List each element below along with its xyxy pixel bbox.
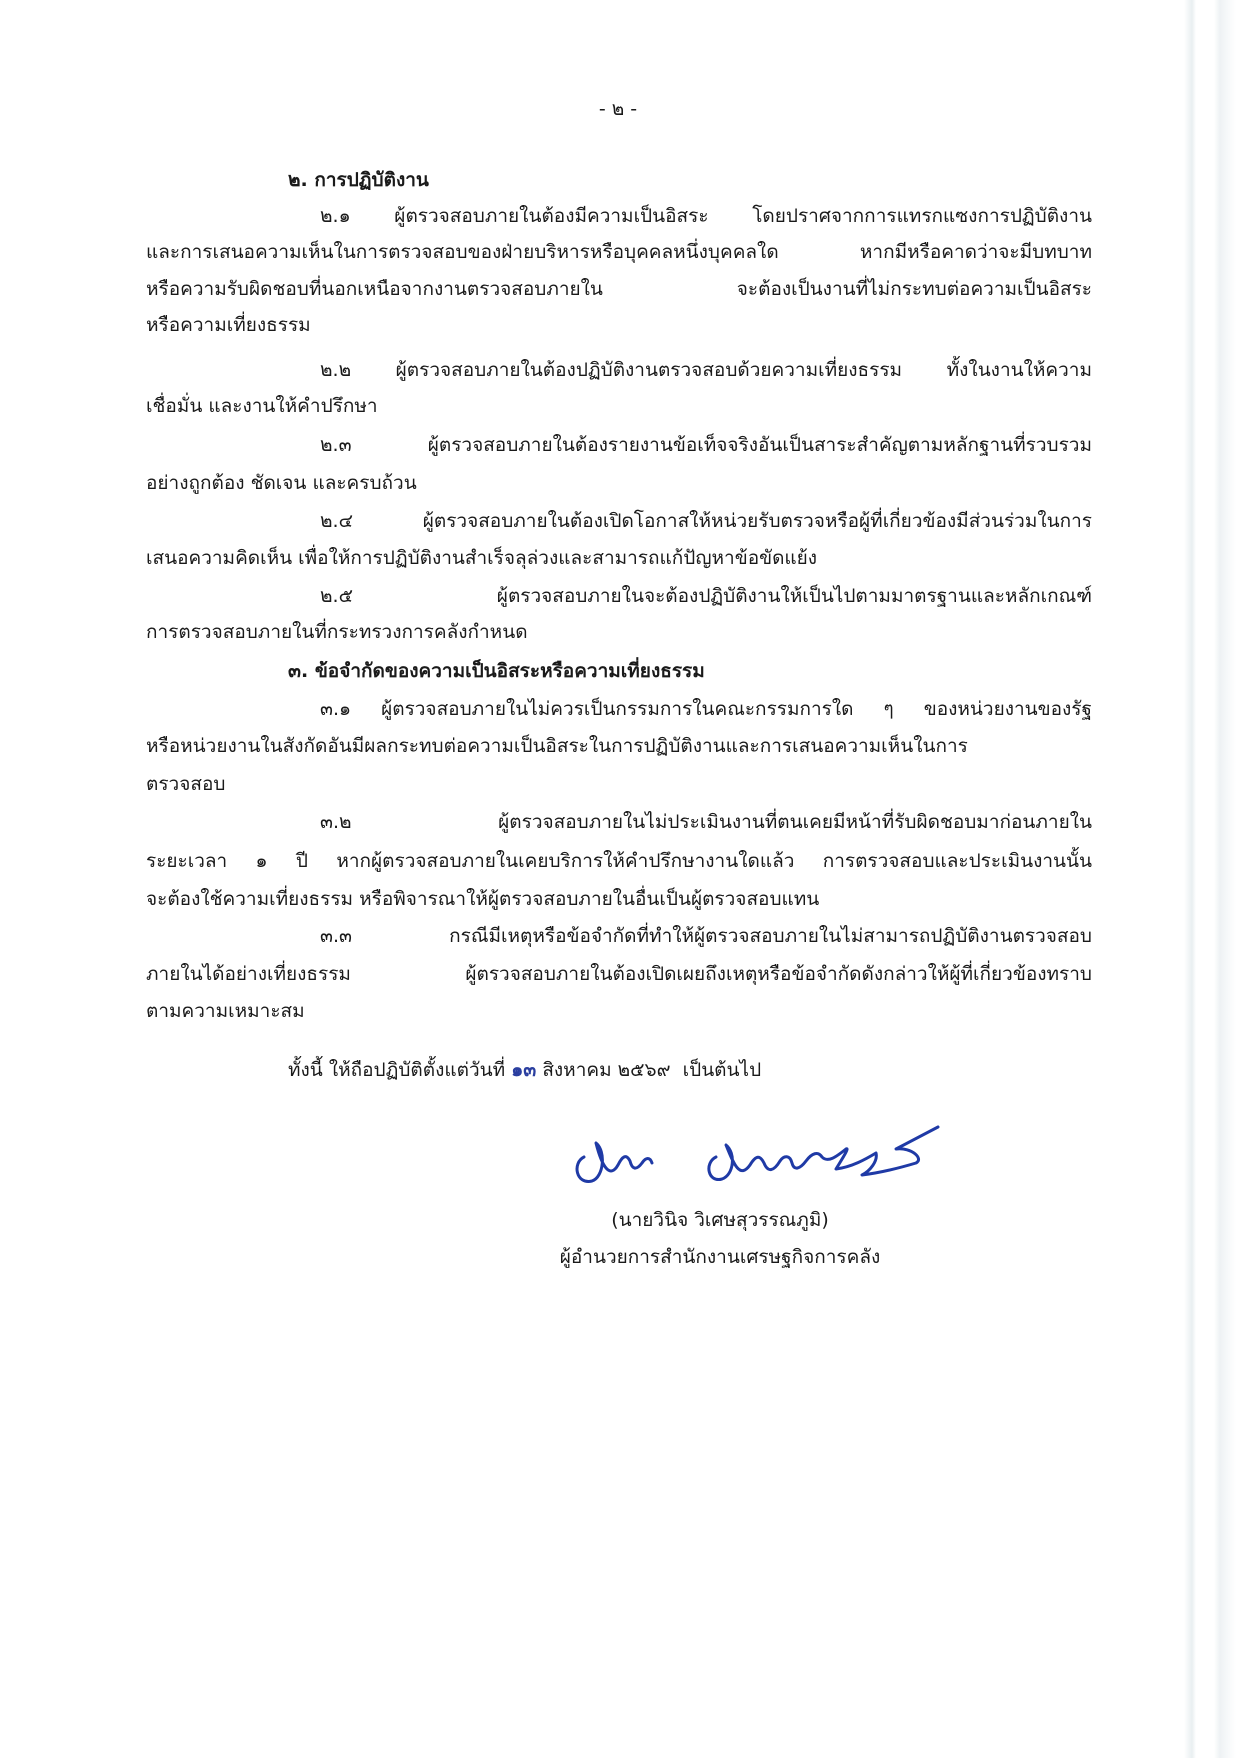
- paragraph-line: จะต้องใช้ความเที่ยงธรรม หรือพิจารณาให้ผู้ตรวจสอบภายในอื่นเป็นผู้ตรวจสอบแทน: [146, 888, 820, 910]
- paragraph-line: ๓.๑ ผู้ตรวจสอบภายในไม่ควรเป็นกรรมการในคณะกรรมการใด ๆ ของหน่วยงานของรัฐ: [320, 698, 1092, 720]
- paragraph-line: ระยะเวลา ๑ ปี หากผู้ตรวจสอบภายในเคยบริการให้คำปรึกษางานใดแล้ว การตรวจสอบและประเมินงานนั้น: [146, 850, 1092, 872]
- paragraph-line: ๒.๓ ผู้ตรวจสอบภายในต้องรายงานข้อเท็จจริงอันเป็นสาระสำคัญตามหลักฐานที่รวบรวม: [320, 434, 1092, 456]
- section2-heading: ๒. การปฏิบัติงาน: [288, 169, 429, 191]
- effective-day: ๑๓: [511, 1059, 537, 1081]
- paragraph-line: ๒.๑ ผู้ตรวจสอบภายในต้องมีความเป็นอิสระ โดยปราศจากการแทรกแซงการปฏิบัติงาน: [320, 205, 1092, 227]
- paragraph-line: ตามความเหมาะสม: [146, 1000, 305, 1022]
- effective-suffix: เป็นต้นไป: [682, 1059, 762, 1081]
- paragraph-line: ภายในได้อย่างเที่ยงธรรม ผู้ตรวจสอบภายในต้องเปิดเผยถึงเหตุหรือข้อจำกัดดังกล่าวให้ผู้ที่เกี่ยวข้องทราบ: [146, 963, 1092, 985]
- effective-month-year: สิงหาคม ๒๕๖๙: [542, 1059, 671, 1081]
- paragraph-line: และการเสนอความเห็นในการตรวจสอบของฝ่ายบริหารหรือบุคคลหนึ่งบุคคลใด หากมีหรือคาดว่าจะมีบทบาท: [146, 241, 1092, 263]
- paragraph-line: หรือความเที่ยงธรรม: [146, 314, 311, 336]
- section3-heading: ๓. ข้อจำกัดของความเป็นอิสระหรือความเที่ยงธรรม: [288, 660, 705, 682]
- paragraph-line: หรือความรับผิดชอบที่นอกเหนือจากงานตรวจสอบภายใน จะต้องเป็นงานที่ไม่กระทบต่อความเป็นอิสระ: [146, 278, 1092, 300]
- paragraph-line: อย่างถูกต้อง ชัดเจน และครบถ้วน: [146, 472, 417, 494]
- paragraph-line: ๒.๒ ผู้ตรวจสอบภายในต้องปฏิบัติงานตรวจสอบด้วยความเที่ยงธรรม ทั้งในงานให้ความ: [320, 359, 1092, 381]
- signatory-position: ผู้อำนวยการสำนักงานเศรษฐกิจการคลัง: [559, 1246, 881, 1268]
- paragraph-line: ตรวจสอบ: [146, 773, 226, 795]
- signature-image: [566, 1117, 956, 1197]
- paragraph-line: เชื่อมั่น และงานให้คำปรึกษา: [146, 395, 378, 417]
- effective-prefix: ทั้งนี้ ให้ถือปฏิบัติตั้งแต่วันที่: [288, 1059, 506, 1081]
- paragraph-line: ๓.๓ กรณีมีเหตุหรือข้อจำกัดที่ทำให้ผู้ตรวจสอบภายในไม่สามารถปฏิบัติงานตรวจสอบ: [320, 925, 1092, 947]
- paragraph-line: ๒.๕ ผู้ตรวจสอบภายในจะต้องปฏิบัติงานให้เป็นไปตามมาตรฐานและหลักเกณฑ์: [320, 585, 1092, 607]
- paragraph-line: การตรวจสอบภายในที่กระทรวงการคลังกำหนด: [146, 621, 528, 643]
- paragraph-line: หรือหน่วยงานในสังกัดอันมีผลกระทบต่อความเป็นอิสระในการปฏิบัติงานและการเสนอความเห็นในการ: [146, 735, 968, 757]
- signatory-name: (นายวินิจ วิเศษสุวรรณภูมิ): [611, 1209, 829, 1231]
- paragraph-line: ๓.๒ ผู้ตรวจสอบภายในไม่ประเมินงานที่ตนเคยมีหน้าที่รับผิดชอบมาก่อนภายใน: [320, 811, 1092, 833]
- paragraph-line: เสนอความคิดเห็น เพื่อให้การปฏิบัติงานสำเร็จลุล่วงและสามารถแก้ปัญหาข้อขัดแย้ง: [146, 547, 818, 569]
- effective-date-line: [288, 1057, 1048, 1083]
- page-number: - ๒ -: [598, 98, 638, 120]
- paragraph-line: ๒.๔ ผู้ตรวจสอบภายในต้องเปิดโอกาสให้หน่วยรับตรวจหรือผู้ที่เกี่ยวข้องมีส่วนร่วมในการ: [320, 510, 1092, 532]
